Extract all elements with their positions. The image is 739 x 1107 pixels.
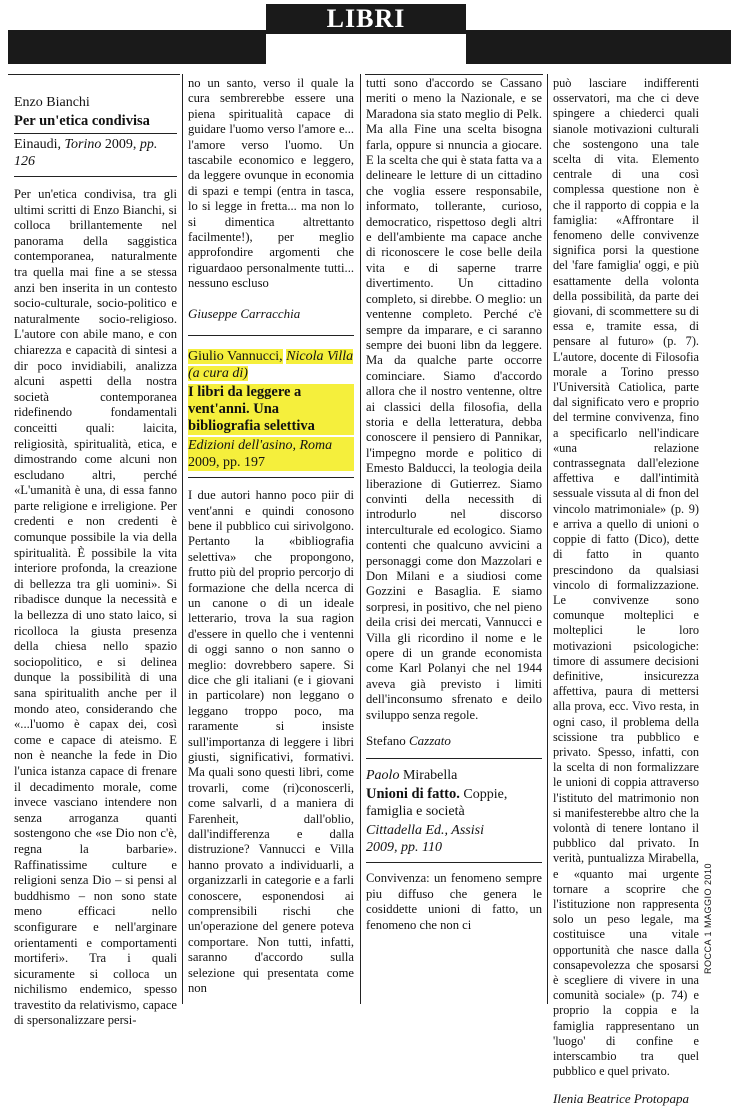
review1-year: 2009, — [104, 137, 137, 152]
review3-header — [366, 767, 542, 856]
review1-author: Enzo Bianchi — [14, 95, 90, 110]
review3-title-bold: Unioni di fatto. — [366, 786, 460, 803]
col4-signature: Ilenia Beatrice Protopapa — [553, 1091, 689, 1107]
review2-editor: Nicola Villa (a cura di) — [188, 349, 354, 382]
col2-signature: Giuseppe Carracchia — [188, 305, 301, 321]
header-band-left — [8, 30, 266, 64]
col2-top-body: no un santo, verso il quale la cura sembrerebbe essere una piena spiritualità capace di guidare l'uomo verso l'amore e... l'amore verso l'uomo. Un tascabile economico e leggero, da leggere ovunque in economia di spazi e tempi (entra in tasca, lo si legge in fretta... ma non lo si dimentica altrettanto facilmente!), per meglio approfondire argomenti che riguardaoo personalmente tutti... nessuno escluso — [188, 76, 354, 291]
rule-top-col1 — [8, 74, 180, 75]
review3-body: Convivenza: un fenomeno sempre piu diffuso che genera le cosiddette unioni di fatto, un fenomeno che non ci — [366, 871, 542, 932]
review1-place: Torino — [64, 137, 102, 152]
col3-signature — [366, 733, 542, 748]
review2-body: I due autori hanno poco piir di vent'anni e quindi conosono bene il pubblico cui sirivolgono. Pertanto la «bibliografia selettiva» che propongono, frutto più del proprio percorjo di formazione che della ncerca di un canone o di un ideale letterario, trova la sua ragion d'essere in quello che i ventenni di oggi sanno o non sanno o meglio: dovrebbero sapere. Si dice che gli italiani (e i giovani in particolare) non leggano o leggano troppo poco, ma raramente si insiste sull'importanza di leggere i libri giusti, significativi, formativi. Ma quali sono questi libri, come trovarli, come (ri)conoscerli, come salvarli, d a maniera di Farenheit, dall'oblio, dall'indifferenza e dalla distruzione? Vannucci e Villa hanno provato a individuarli, a organizzarli in categorie e a farli conoscere, esponendosi ai comprensibili rischi che un'operazione del genere poteva comportare. Non tutti, infatti, saranno d'accordo sulla selezione qui presentata come non — [188, 488, 354, 996]
review2-title: I libri da leggere a vent'anni. Una bibliografia selettiva — [188, 384, 354, 435]
review3-header-rule — [366, 862, 542, 863]
header-band-right — [466, 30, 731, 64]
review2-header — [188, 348, 354, 471]
column-rule-1 — [182, 74, 183, 1004]
rule-top-col3 — [365, 74, 543, 75]
review1-body: Per un'etica condivisa, tra gli ultimi scritti di Enzo Bianchi, si colloca brillantemente nel panorama della saggistica contemporanea, naturalmente tra quella mai fine a se stessa anzi ben inserita in un contesto socio-culturale, socio-politico e naturalmente socio-religioso. L'autore con abile mano, e con chiarezza e capacità di sintesi a dir poco invidiabili, analizza alcuni aspetti della nostra società contemporanea ridefinendo fondamentali conceitti quali: laicita, religiosità, spiritualità, etica, e dimostrando come alcuni non escludano altri, perché «L'umanità è una, di essa fanno parte religione e irreligione. Per credenti e non credenti è comunque possibile la via della spiritualità. È possibile la vita interiore profonda, la creazione di bellezza tra gli uomini». Si ribadisce dunque la necessità e la bellezza di uno stato laico, si ricolloca la giusta presenza della chiesa nello spazio sociopolitico, e si delinea dunque la possibilità di una sana spiritualith anche per il mondo ateo, considerando che «...l'uomo è capax dei, così come e capace di ateismo. E non è neanche la fede in Dio l'unica istanza capace di frenare il decadimento morale, come invece vasciano intendere non senza arroganza quanti sostengono che «se Dio non c'è, regna la barbarie». Raffinatissime culture e religioni senza Dio – si pensi al buddhismo – non sono state meno efficaci nello sconfigurare e nell'arginare orientamenti e comportamenti mortiferi». Tra i quali sicuramente si colloca un nichilismo endemico, spesso travestito da relativismo, capace di spersonalizzare persi- — [14, 187, 177, 1028]
section-title: LIBRI — [266, 4, 466, 34]
col3-divider — [366, 758, 542, 759]
column-4 — [553, 76, 699, 1107]
issue-margin-note: ROCCA 1 MAGGIO 2010 — [703, 862, 713, 974]
review1-title: Per un'etica condivisa — [14, 113, 150, 129]
review3-author-last: Mirabella — [402, 768, 458, 784]
column-rule-2 — [360, 74, 361, 1004]
review3-year-pages: 2009, pp. 110 — [366, 840, 442, 856]
review1-publisher: Einaudi, — [14, 137, 62, 152]
review1-header-rule — [14, 176, 177, 177]
column-1 — [14, 94, 177, 1029]
col2-divider — [188, 335, 354, 336]
col4-body: può lasciare indifferenti osservatori, ma che ci deve spingere a chiederci quali sianole motivazioni culturali che sostengono una tale scelta di vita. Elemento centrale di una così complessa questione non è che il rapporto di coppia e la famiglia: «Affrontare il fenomeno delle convivenze significa porsi la questione del 'fare famiglia' oggi, e più esattamente della volonta della possibilità, da parte dei giovani, di scommettere su di essa e, tramite essa, di pensare al futuro» (p. 7). L'autore, docente di Filosofia morale a Torino presso l'Università Catiolica, parte dal significato vero e proprio del termine convivenza, fino a specificarlo nell'indicare «una relazione contrassegnata dall'elezione affettiva e dall'intimità sessuale vissuta al di fnon del vincolo matrimoniale» (p. 9) e arriva a quello di unioni o coppie di fatto (Dico), dette di fatto in quanto prescindono da qualsiasi vincolo di formalizzazione. Le convivenze sono comunque molteplici e molteplici le loro motivazioni psicologiche: timore di assumere decisioni definitive, insicurezza affettiva, paura di mettersi alla prova, ecc. Vivo resta, in ogni caso, il problema della scissione tra pubblico e privato. Spesso, infatti, con la scelta di non formalizzare le unioni di coppia attraverso l'istituto del matrimonio non si manifesterebbe altro che la volontà di tenere lontano il pubblico dal privato. In verità, puntualizza Mirabella, e «quanto mai urgente tornare a scoprire che l'istituzione non rappresenta solo un peso legale, ma costituisce una vitale opportunità che nasce dalla consapevolezza che sposarsi è scegliere di vivere in una comunità sociale» (p. 74) e proprio la coppia e la famiglia rappresentano un 'luogo' di confine e interscambio tra quel pubblico e quel privato. — [553, 76, 699, 1079]
review2-author: Giulio Vannucci, — [188, 349, 283, 365]
column-rule-3 — [547, 74, 548, 1004]
review2-year-pages: 2009, pp. 197 — [188, 454, 354, 471]
column-2 — [188, 76, 354, 997]
review1-publication — [14, 133, 177, 170]
review1-pages: pp. 126 — [14, 137, 158, 169]
review3-author-first: Paolo — [366, 768, 400, 784]
col3-signature-last: Cazzato — [408, 733, 451, 749]
col3-signature-first: Stefano — [366, 733, 406, 749]
review3-publisher: Cittadella Ed., Assisi — [366, 823, 484, 839]
review2-header-rule — [188, 477, 354, 478]
review3-title-rest: Coppie, famiglia e società — [366, 787, 508, 820]
review2-publisher: Edizioni dell'asino, Roma — [188, 437, 354, 454]
col3-top-body: tutti sono d'accordo se Cassano meriti o meno la Nazionale, e se Maradona sia stato meglio di Pelk. Ma alla Fine una scelta bisogna farla, oppure si nnuncia a giocare. E la scelta che qui è stata fatta va a delineare le letture di un cittadino che voglia essere responsabile, informato, tollerante, curioso, democratico, rispettoso degli altri e dell'ambiente ma capace anche di riconoscere le cose belle deila vita e di saperne trarre divertimento. Un cittadino completo, si direbbe. O meglio: un ventenne completo. Perché c'è sempre da imparare, e ci saranno sempre dei buoni libn da leggere. Ma da qualche parte occorre cominciare. Siamo d'accordo allora che il nostro ventenne, oltre ai classici della filosofia, della storia e della letteratura, debba conoscere il pensiero di Pannikar, l'impegno morde e politico di Emesto Balducci, la teologia deila liberazione di Gutierrez. Siamo convinti della necessith di introdurlo nel discorso interculturale ed ecologico. Siamo contenti che qualcuno avvicini a personaggi come don Mazzolari e Don Milani e a siudiosi come Gozzini e Basaglia. E siamo sorpresi, in positivo, che nel pieno deila crisi dei mercati, Vannucci e Villa gli ricordino il nome e le opere di un grande economista come Karl Polanyi che nel 1944 aveva già previsto i limiti dell'inconsumo sfrenato e deilo sviluppo senza regole. — [366, 76, 542, 722]
column-3 — [366, 76, 542, 933]
